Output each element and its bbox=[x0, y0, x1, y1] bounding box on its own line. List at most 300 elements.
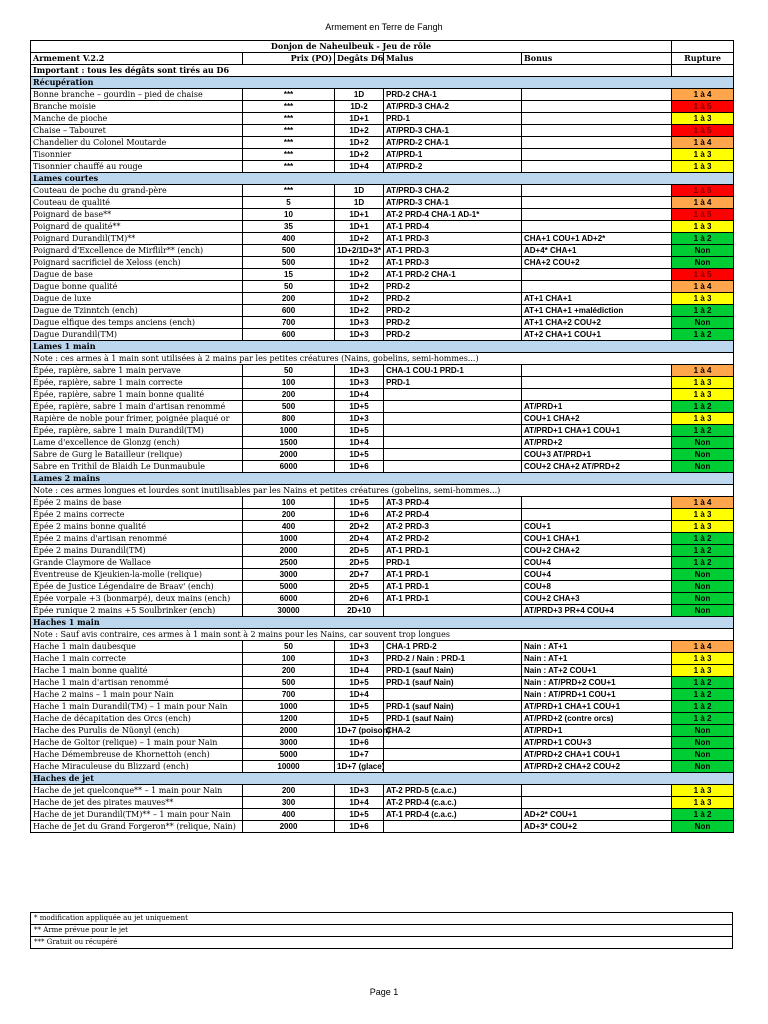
rupture-cell: Non bbox=[672, 581, 734, 593]
rupture-cell: Non bbox=[672, 437, 734, 449]
price-cell: 1200 bbox=[243, 713, 335, 725]
weapon-name: Hache 2 mains – 1 main pour Nain bbox=[31, 689, 243, 701]
bonus-cell bbox=[522, 269, 672, 281]
table-row bbox=[31, 593, 734, 605]
rupture-cell: Non bbox=[672, 725, 734, 737]
table-row bbox=[31, 653, 734, 665]
bonus-cell: COU+4 bbox=[522, 569, 672, 581]
table-row bbox=[31, 749, 734, 761]
bonus-cell bbox=[522, 497, 672, 509]
malus-cell: AT/PRD-3 CHA-2 bbox=[384, 101, 522, 113]
bonus-cell: AD+4* CHA+1 bbox=[522, 245, 672, 257]
weapon-name: Épée 2 mains bonne qualité bbox=[31, 521, 243, 533]
note-text: Note : Sauf avis contraire, ces armes à 1 main sont à 2 mains pour les Nains, car souvent trop longues bbox=[31, 629, 734, 641]
section-header bbox=[31, 773, 734, 785]
table-row bbox=[31, 101, 734, 113]
section-header bbox=[31, 473, 734, 485]
price-cell: 1000 bbox=[243, 701, 335, 713]
price-cell: 2000 bbox=[243, 821, 335, 833]
weapon-name: Hache de Jet du Grand Forgeron** (relique, Nain) bbox=[31, 821, 243, 833]
price-cell: *** bbox=[243, 101, 335, 113]
rupture-cell: 1 à 2 bbox=[672, 401, 734, 413]
bonus-cell: AT+1 CHA+1 bbox=[522, 293, 672, 305]
table-row bbox=[31, 245, 734, 257]
price-cell: 5000 bbox=[243, 581, 335, 593]
price-cell: 1000 bbox=[243, 533, 335, 545]
footnote-text: ** Arme prévue pour le jet bbox=[31, 925, 733, 937]
bonus-cell: AT+1 CHA+1 +malédiction bbox=[522, 305, 672, 317]
rupture-cell: 1 à 5 bbox=[672, 209, 734, 221]
bonus-cell: AT/PRD+2 CHA+1 COU+1 bbox=[522, 749, 672, 761]
rupture-cell: Non bbox=[672, 605, 734, 617]
damage-cell: 1D+5 bbox=[335, 677, 384, 689]
damage-cell: 1D+3 bbox=[335, 329, 384, 341]
bonus-cell: AD+3* COU+2 bbox=[522, 821, 672, 833]
price-cell: 35 bbox=[243, 221, 335, 233]
table-row bbox=[31, 389, 734, 401]
damage-cell: 1D+3 bbox=[335, 413, 384, 425]
damage-cell: 1D bbox=[335, 197, 384, 209]
rupture-cell: Non bbox=[672, 821, 734, 833]
weapon-name: Sabre en Trithil de Blaidh Le Dunmaubule bbox=[31, 461, 243, 473]
weapon-name: Épée, rapière, sabre 1 main pervave bbox=[31, 365, 243, 377]
bonus-cell: AT/PRD+1 CHA+1 COU+1 bbox=[522, 425, 672, 437]
table-row bbox=[31, 89, 734, 101]
bonus-cell bbox=[522, 209, 672, 221]
price-cell: 1500 bbox=[243, 437, 335, 449]
section-header bbox=[31, 341, 734, 353]
price-cell: 5 bbox=[243, 197, 335, 209]
weapon-name: Hache 1 main d'artisan renommé bbox=[31, 677, 243, 689]
footnote-row bbox=[31, 937, 733, 949]
weapon-name: Dague de base bbox=[31, 269, 243, 281]
malus-cell: PRD-1 (sauf Nain) bbox=[384, 677, 522, 689]
version-label: Armement V.2.2 bbox=[31, 53, 243, 65]
rupture-cell: 1 à 4 bbox=[672, 365, 734, 377]
document-header: Armement en Terre de Fangh bbox=[325, 22, 443, 32]
footnote-text: *** Gratuit ou récupéré bbox=[31, 937, 733, 949]
price-cell: *** bbox=[243, 89, 335, 101]
malus-cell: AT-2 PRD-4 bbox=[384, 509, 522, 521]
damage-cell: 1D+4 bbox=[335, 665, 384, 677]
damage-cell: 1D+3 bbox=[335, 653, 384, 665]
price-cell: *** bbox=[243, 137, 335, 149]
bonus-cell bbox=[522, 137, 672, 149]
malus-cell bbox=[384, 605, 522, 617]
damage-cell: 1D+2 bbox=[335, 149, 384, 161]
bonus-cell: COU+2 CHA+2 bbox=[522, 545, 672, 557]
weapon-name: Dague elfique des temps anciens (ench) bbox=[31, 317, 243, 329]
table-row bbox=[31, 209, 734, 221]
damage-cell: 1D+4 bbox=[335, 161, 384, 173]
malus-cell: AT-2 PRD-3 bbox=[384, 521, 522, 533]
damage-cell: 1D+3 bbox=[335, 365, 384, 377]
malus-cell: AT-1 PRD-3 bbox=[384, 233, 522, 245]
price-cell: 400 bbox=[243, 233, 335, 245]
weapon-name: Chandelier du Colonel Moutarde bbox=[31, 137, 243, 149]
table-row bbox=[31, 677, 734, 689]
section-title: Lames 1 main bbox=[31, 341, 734, 353]
bonus-cell: COU+1 bbox=[522, 521, 672, 533]
rupture-cell: 1 à 2 bbox=[672, 689, 734, 701]
damage-cell: 1D+1 bbox=[335, 221, 384, 233]
damage-cell: 1D+2 bbox=[335, 305, 384, 317]
damage-cell: 1D+3 bbox=[335, 641, 384, 653]
table-row bbox=[31, 437, 734, 449]
table-row bbox=[31, 725, 734, 737]
important-note: Important : tous les dégâts sont tirés au D6 bbox=[31, 65, 672, 77]
damage-cell: 1D+6 bbox=[335, 509, 384, 521]
col-rupture: Rupture bbox=[672, 53, 734, 65]
rupture-cell: Non bbox=[672, 749, 734, 761]
rupture-cell: 1 à 4 bbox=[672, 89, 734, 101]
section-title: Haches de jet bbox=[31, 773, 734, 785]
damage-cell: 1D+2/1D+3* bbox=[335, 245, 384, 257]
weapon-name: Poignard de qualité** bbox=[31, 221, 243, 233]
section-header bbox=[31, 77, 734, 89]
rupture-cell: 1 à 2 bbox=[672, 701, 734, 713]
malus-cell: AT-1 PRD-1 bbox=[384, 569, 522, 581]
weapon-name: Branche moisie bbox=[31, 101, 243, 113]
bonus-cell bbox=[522, 377, 672, 389]
table-row bbox=[31, 533, 734, 545]
malus-cell: AT/PRD-2 bbox=[384, 161, 522, 173]
weapon-name: Hache 1 main bonne qualité bbox=[31, 665, 243, 677]
price-cell: 200 bbox=[243, 509, 335, 521]
bonus-cell: AT/PRD+2 (contre orcs) bbox=[522, 713, 672, 725]
price-cell: 30000 bbox=[243, 605, 335, 617]
damage-cell: 1D-2 bbox=[335, 101, 384, 113]
table-row bbox=[31, 125, 734, 137]
malus-cell: PRD-1 (sauf Nain) bbox=[384, 713, 522, 725]
malus-cell bbox=[384, 389, 522, 401]
weapon-name: Tisonnier chauffé au rouge bbox=[31, 161, 243, 173]
malus-cell bbox=[384, 737, 522, 749]
table-row bbox=[31, 257, 734, 269]
price-cell: 6000 bbox=[243, 593, 335, 605]
table-row bbox=[31, 797, 734, 809]
damage-cell: 2D+6 bbox=[335, 593, 384, 605]
weapon-name: Épée, rapière, sabre 1 main correcte bbox=[31, 377, 243, 389]
weapon-name: Hache 1 main correcte bbox=[31, 653, 243, 665]
weapon-name: Poignard de base** bbox=[31, 209, 243, 221]
weapon-name: Dague de luxe bbox=[31, 293, 243, 305]
footnotes-table bbox=[30, 912, 733, 949]
weapons-table bbox=[30, 40, 734, 833]
rupture-cell: 1 à 4 bbox=[672, 497, 734, 509]
malus-cell: AT-3 PRD-4 bbox=[384, 497, 522, 509]
malus-cell: PRD-2 / Nain : PRD-1 bbox=[384, 653, 522, 665]
price-cell: *** bbox=[243, 113, 335, 125]
malus-cell: PRD-2 bbox=[384, 317, 522, 329]
bonus-cell bbox=[522, 389, 672, 401]
malus-cell bbox=[384, 437, 522, 449]
damage-cell: 1D+7 bbox=[335, 749, 384, 761]
weapon-name: Poignard Durandil(TM)** bbox=[31, 233, 243, 245]
bonus-cell: AT/PRD+1 bbox=[522, 725, 672, 737]
rupture-cell: 1 à 4 bbox=[672, 641, 734, 653]
weapon-name: Hache Miraculeuse du Blizzard (ench) bbox=[31, 761, 243, 773]
damage-cell: 1D+5 bbox=[335, 401, 384, 413]
rupture-cell: Non bbox=[672, 593, 734, 605]
table-row bbox=[31, 185, 734, 197]
malus-cell bbox=[384, 821, 522, 833]
table-row bbox=[31, 149, 734, 161]
bonus-cell: AD+2* COU+1 bbox=[522, 809, 672, 821]
rupture-cell: 1 à 3 bbox=[672, 653, 734, 665]
malus-cell bbox=[384, 401, 522, 413]
rupture-cell: 1 à 5 bbox=[672, 125, 734, 137]
rupture-cell: Non bbox=[672, 737, 734, 749]
damage-cell: 1D+5 bbox=[335, 701, 384, 713]
section-title: Récupération bbox=[31, 77, 734, 89]
table-row bbox=[31, 665, 734, 677]
weapon-name: Épée vorpale +3 (bonmarpé), deux mains (ench) bbox=[31, 593, 243, 605]
table-row bbox=[31, 161, 734, 173]
rupture-cell: 1 à 2 bbox=[672, 233, 734, 245]
malus-cell: PRD-2 CHA-1 bbox=[384, 89, 522, 101]
col-damage: Degâts D6 bbox=[335, 53, 384, 65]
damage-cell: 1D+4 bbox=[335, 389, 384, 401]
price-cell: 500 bbox=[243, 401, 335, 413]
rupture-cell: 1 à 3 bbox=[672, 377, 734, 389]
price-cell: 100 bbox=[243, 377, 335, 389]
rupture-cell: Non bbox=[672, 257, 734, 269]
price-cell: 600 bbox=[243, 329, 335, 341]
table-row bbox=[31, 305, 734, 317]
price-cell: *** bbox=[243, 125, 335, 137]
table-row bbox=[31, 737, 734, 749]
malus-cell: AT/PRD-2 CHA-1 bbox=[384, 137, 522, 149]
table-row bbox=[31, 197, 734, 209]
damage-cell: 1D bbox=[335, 185, 384, 197]
price-cell: 3000 bbox=[243, 737, 335, 749]
col-bonus: Bonus bbox=[522, 53, 672, 65]
weapon-name: Grande Claymore de Wallace bbox=[31, 557, 243, 569]
malus-cell: AT-2 PRD-4 CHA-1 AD-1* bbox=[384, 209, 522, 221]
malus-cell: AT-2 PRD-4 (c.a.c.) bbox=[384, 797, 522, 809]
damage-cell: 2D+4 bbox=[335, 533, 384, 545]
price-cell: 3000 bbox=[243, 569, 335, 581]
rupture-cell: 1 à 2 bbox=[672, 329, 734, 341]
malus-cell: PRD-1 bbox=[384, 557, 522, 569]
table-row bbox=[31, 365, 734, 377]
section-title: Lames 2 mains bbox=[31, 473, 734, 485]
weapon-name: Hache 1 main daubesque bbox=[31, 641, 243, 653]
malus-cell: PRD-1 bbox=[384, 113, 522, 125]
weapon-name: Rapière de noble pour frimer, poignée plaqué or bbox=[31, 413, 243, 425]
bonus-cell bbox=[522, 785, 672, 797]
rupture-cell: 1 à 2 bbox=[672, 677, 734, 689]
bonus-cell bbox=[522, 185, 672, 197]
price-cell: 100 bbox=[243, 653, 335, 665]
table-row bbox=[31, 821, 734, 833]
rupture-cell: 1 à 4 bbox=[672, 281, 734, 293]
table-row bbox=[31, 113, 734, 125]
table-row bbox=[31, 689, 734, 701]
rupture-cell: 1 à 2 bbox=[672, 713, 734, 725]
damage-cell: 1D+4 bbox=[335, 437, 384, 449]
sheet-title: Donjon de Naheulbeuk - Jeu de rôle bbox=[31, 41, 672, 53]
footnote-row bbox=[31, 913, 733, 925]
bonus-cell: AT+1 CHA+2 COU+2 bbox=[522, 317, 672, 329]
price-cell: 2000 bbox=[243, 725, 335, 737]
table-row bbox=[31, 785, 734, 797]
weapon-name: Dague bonne qualité bbox=[31, 281, 243, 293]
damage-cell: 1D+7 (poison) bbox=[335, 725, 384, 737]
malus-cell: PRD-2 bbox=[384, 293, 522, 305]
price-cell: 200 bbox=[243, 785, 335, 797]
weapon-name: Hache de jet des pirates mauves** bbox=[31, 797, 243, 809]
rupture-cell: 1 à 3 bbox=[672, 389, 734, 401]
price-cell: 200 bbox=[243, 389, 335, 401]
bonus-cell bbox=[522, 161, 672, 173]
bonus-cell bbox=[522, 221, 672, 233]
weapon-name: Dague de Tzinntch (ench) bbox=[31, 305, 243, 317]
malus-cell: AT/PRD-3 CHA-1 bbox=[384, 197, 522, 209]
price-cell: 500 bbox=[243, 257, 335, 269]
malus-cell: AT-1 PRD-1 bbox=[384, 545, 522, 557]
table-row bbox=[31, 509, 734, 521]
price-cell: 6000 bbox=[243, 461, 335, 473]
malus-cell: AT/PRD-3 CHA-2 bbox=[384, 185, 522, 197]
weapon-name: Lame d'excellence de Glonzg (ench) bbox=[31, 437, 243, 449]
rupture-cell: 1 à 2 bbox=[672, 533, 734, 545]
damage-cell: 1D+4 bbox=[335, 689, 384, 701]
damage-cell: 1D+3 bbox=[335, 317, 384, 329]
rupture-cell: 1 à 3 bbox=[672, 293, 734, 305]
price-cell: 700 bbox=[243, 689, 335, 701]
bonus-cell: COU+1 CHA+2 bbox=[522, 413, 672, 425]
table-row bbox=[31, 317, 734, 329]
bonus-cell: COU+2 CHA+3 bbox=[522, 593, 672, 605]
bonus-cell: Nain : AT/PRD+2 COU+1 bbox=[522, 677, 672, 689]
price-cell: 2500 bbox=[243, 557, 335, 569]
weapon-name: Épée 2 mains d'artisan renommé bbox=[31, 533, 243, 545]
rupture-cell: 1 à 5 bbox=[672, 269, 734, 281]
malus-cell: PRD-2 bbox=[384, 305, 522, 317]
table-row bbox=[31, 497, 734, 509]
damage-cell: 2D+2 bbox=[335, 521, 384, 533]
rupture-cell: Non bbox=[672, 569, 734, 581]
malus-cell: AT-1 PRD-2 CHA-1 bbox=[384, 269, 522, 281]
malus-cell: AT-2 PRD-5 (c.a.c.) bbox=[384, 785, 522, 797]
rupture-cell: 1 à 4 bbox=[672, 197, 734, 209]
price-cell: *** bbox=[243, 185, 335, 197]
bonus-cell: Nain : AT+2 COU+1 bbox=[522, 665, 672, 677]
damage-cell: 1D+6 bbox=[335, 737, 384, 749]
rupture-cell: 1 à 2 bbox=[672, 425, 734, 437]
damage-cell: 1D+2 bbox=[335, 293, 384, 305]
damage-cell: 1D+1 bbox=[335, 113, 384, 125]
damage-cell: 1D+2 bbox=[335, 137, 384, 149]
damage-cell: 1D+1 bbox=[335, 209, 384, 221]
malus-cell bbox=[384, 449, 522, 461]
weapon-name: Dague Durandil(TM) bbox=[31, 329, 243, 341]
damage-cell: 1D+5 bbox=[335, 713, 384, 725]
bonus-cell: AT/PRD+3 PR+4 COU+4 bbox=[522, 605, 672, 617]
table-row bbox=[31, 713, 734, 725]
rupture-cell: Non bbox=[672, 449, 734, 461]
note-text: Note : ces armes à 1 main sont utilisées à 2 mains par les petites créatures (Nains, gobelins, semi-hommes...) bbox=[31, 353, 734, 365]
weapon-name: Hache 1 main Durandil(TM) – 1 main pour Nain bbox=[31, 701, 243, 713]
table-row bbox=[31, 701, 734, 713]
table-row bbox=[31, 425, 734, 437]
price-cell: 50 bbox=[243, 281, 335, 293]
malus-cell: PRD-1 bbox=[384, 377, 522, 389]
malus-cell: PRD-2 bbox=[384, 329, 522, 341]
bonus-cell bbox=[522, 197, 672, 209]
malus-cell: AT-1 PRD-1 bbox=[384, 593, 522, 605]
price-cell: 600 bbox=[243, 305, 335, 317]
malus-cell: PRD-1 (sauf Nain) bbox=[384, 665, 522, 677]
section-note bbox=[31, 485, 734, 497]
table-row bbox=[31, 521, 734, 533]
weapon-name: Épée 2 mains correcte bbox=[31, 509, 243, 521]
damage-cell: 2D+5 bbox=[335, 545, 384, 557]
table-row bbox=[31, 401, 734, 413]
bonus-cell bbox=[522, 89, 672, 101]
bonus-cell: AT/PRD+1 COU+3 bbox=[522, 737, 672, 749]
bonus-cell: Nain : AT+1 bbox=[522, 653, 672, 665]
table-row bbox=[31, 293, 734, 305]
bonus-cell bbox=[522, 509, 672, 521]
malus-cell bbox=[384, 761, 522, 773]
price-cell: 200 bbox=[243, 665, 335, 677]
damage-cell: 1D+2 bbox=[335, 269, 384, 281]
bonus-cell: AT/PRD+1 bbox=[522, 401, 672, 413]
bonus-cell: AT/PRD+1 CHA+1 COU+1 bbox=[522, 701, 672, 713]
damage-cell: 1D bbox=[335, 89, 384, 101]
malus-cell: CHA-2 bbox=[384, 725, 522, 737]
table-row bbox=[31, 137, 734, 149]
table-row bbox=[31, 605, 734, 617]
weapon-name: Hache de jet Durandil(TM)** – 1 main pour Nain bbox=[31, 809, 243, 821]
damage-cell: 2D+10 bbox=[335, 605, 384, 617]
section-note bbox=[31, 629, 734, 641]
bonus-cell bbox=[522, 281, 672, 293]
rupture-cell: 1 à 5 bbox=[672, 185, 734, 197]
malus-cell: PRD-1 (sauf Nain) bbox=[384, 701, 522, 713]
table-row bbox=[31, 545, 734, 557]
malus-cell: AT-1 PRD-4 bbox=[384, 221, 522, 233]
bonus-cell: AT+2 CHA+1 COU+1 bbox=[522, 329, 672, 341]
damage-cell: 1D+5 bbox=[335, 449, 384, 461]
price-cell: 50 bbox=[243, 641, 335, 653]
bonus-cell: COU+8 bbox=[522, 581, 672, 593]
bonus-cell: COU+3 AT/PRD+1 bbox=[522, 449, 672, 461]
malus-cell: AT-2 PRD-2 bbox=[384, 533, 522, 545]
bonus-cell bbox=[522, 125, 672, 137]
rupture-cell: Non bbox=[672, 245, 734, 257]
bonus-cell: AT/PRD+2 CHA+2 COU+2 bbox=[522, 761, 672, 773]
table-row bbox=[31, 281, 734, 293]
price-cell: *** bbox=[243, 161, 335, 173]
damage-cell: 1D+2 bbox=[335, 257, 384, 269]
table-row bbox=[31, 449, 734, 461]
table-row bbox=[31, 641, 734, 653]
weapon-name: Épée, rapière, sabre 1 main d'artisan renommé bbox=[31, 401, 243, 413]
damage-cell: 1D+3 bbox=[335, 377, 384, 389]
rupture-cell: 1 à 3 bbox=[672, 797, 734, 809]
price-cell: 50 bbox=[243, 365, 335, 377]
table-row bbox=[31, 557, 734, 569]
col-price: Prix (PO) bbox=[243, 53, 335, 65]
bonus-cell: AT/PRD+2 bbox=[522, 437, 672, 449]
damage-cell: 1D+6 bbox=[335, 821, 384, 833]
page-number: Page 1 bbox=[369, 987, 399, 997]
weapon-name: Épée de Justice Légendaire de Braav' (ench) bbox=[31, 581, 243, 593]
